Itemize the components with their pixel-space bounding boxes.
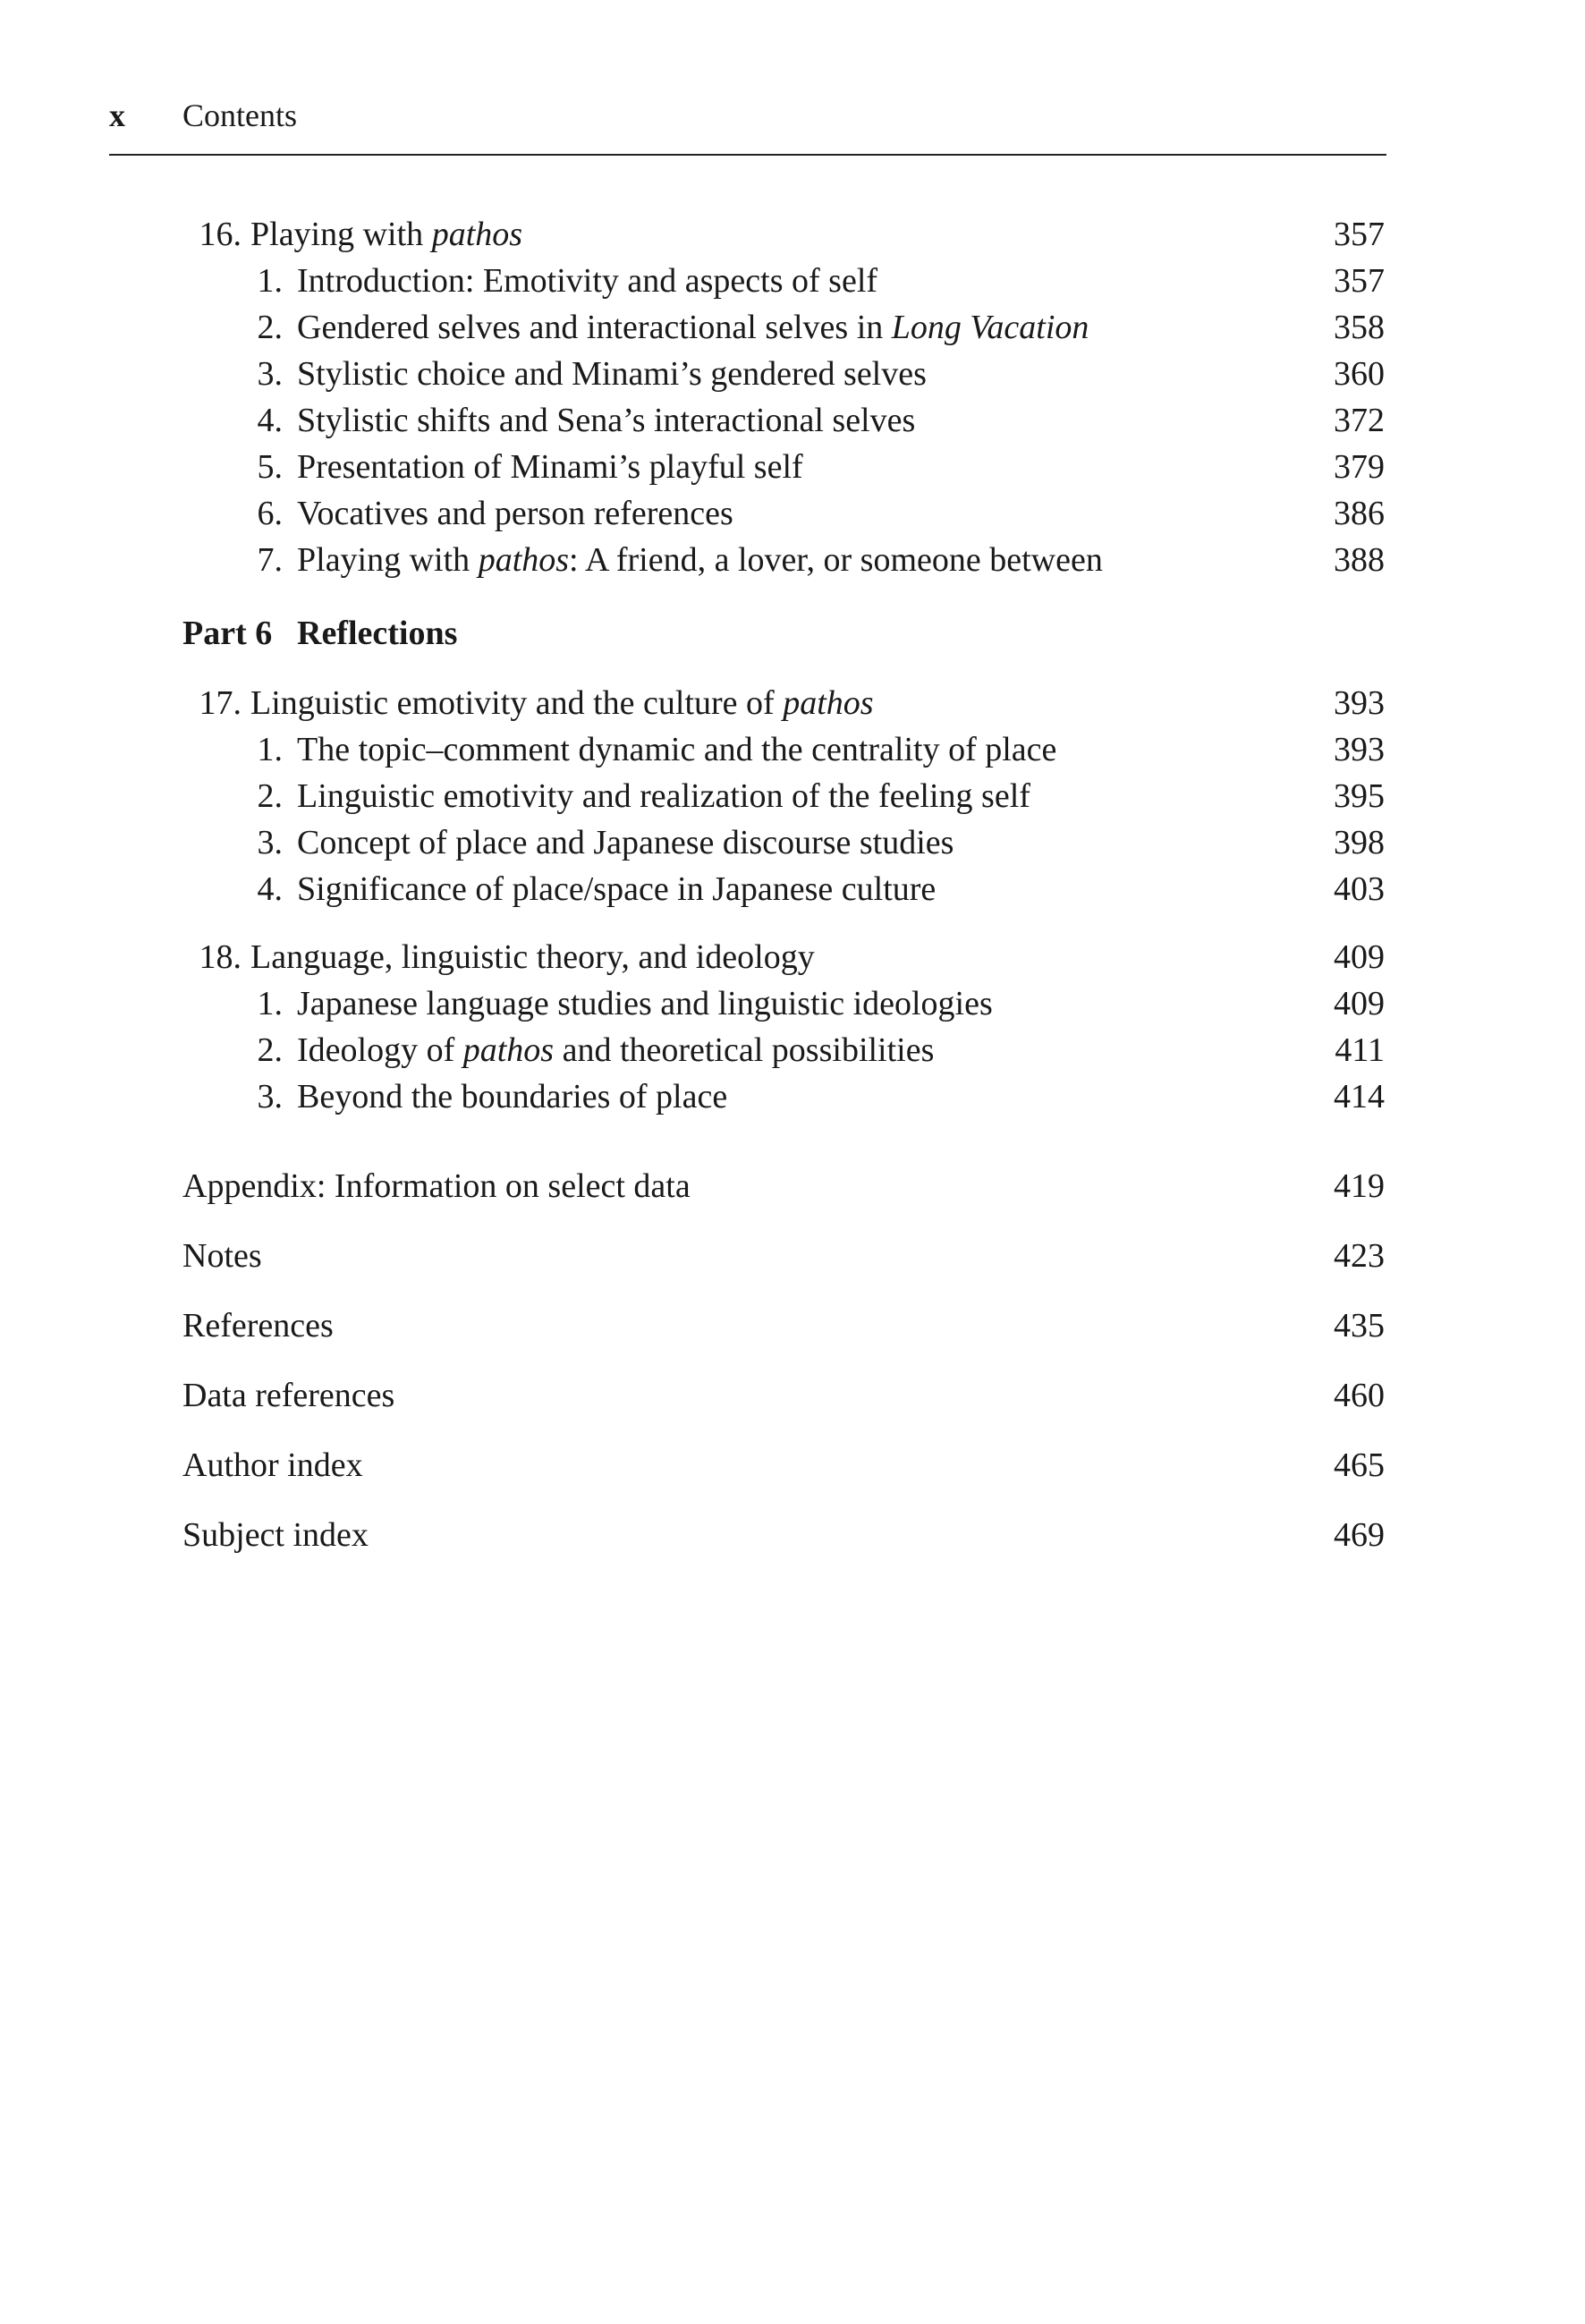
section-title: Beyond the boundaries of place xyxy=(297,1078,728,1115)
section-title: Ideology of pathos and theoretical possibilities xyxy=(297,1031,935,1069)
chapter-number: 16. xyxy=(199,216,242,253)
section-number: 3. xyxy=(257,824,283,861)
page-number: 357 xyxy=(1334,262,1385,300)
toc-section[interactable] xyxy=(182,1073,1385,1120)
section-number: 2. xyxy=(257,309,283,346)
toc-chapter-16[interactable] xyxy=(182,211,1385,258)
part-label: Part 6 xyxy=(182,615,273,652)
section-title: Japanese language studies and linguistic ideologies xyxy=(297,985,993,1022)
toc-section[interactable] xyxy=(182,397,1385,444)
part-title: Reflections xyxy=(297,615,458,652)
section-title: Stylistic choice and Minami’s gendered selves xyxy=(297,355,927,393)
matter-title: Subject index xyxy=(182,1516,369,1554)
toc-section[interactable] xyxy=(182,980,1385,1027)
page-number: 398 xyxy=(1334,824,1385,861)
toc-section[interactable] xyxy=(182,444,1385,490)
section-title: Linguistic emotivity and realization of the feeling self xyxy=(297,777,1030,815)
page-number: 358 xyxy=(1334,309,1385,346)
section-title: The topic–comment dynamic and the centrality of place xyxy=(297,731,1057,768)
section-title: Presentation of Minami’s playful self xyxy=(297,448,803,486)
spacer xyxy=(182,912,1385,934)
chapter-number: 17. xyxy=(199,684,242,722)
section-number: 3. xyxy=(257,355,283,393)
running-head xyxy=(109,97,1386,156)
section-number: 4. xyxy=(257,402,283,439)
section-number: 7. xyxy=(257,541,283,579)
matter-title: Data references xyxy=(182,1377,395,1414)
page-number: 419 xyxy=(1334,1167,1385,1205)
section-number: 1. xyxy=(257,731,283,768)
toc-appendix[interactable] xyxy=(182,1163,1385,1209)
page-number: 393 xyxy=(1334,731,1385,768)
section-number: 3. xyxy=(257,1078,283,1115)
chapter-title: Playing with pathos xyxy=(250,216,523,253)
chapter-title: Language, linguistic theory, and ideology xyxy=(250,938,815,976)
section-number: 1. xyxy=(257,985,283,1022)
page-number: 423 xyxy=(1334,1237,1385,1275)
toc-section[interactable] xyxy=(182,819,1385,866)
section-title: Introduction: Emotivity and aspects of self xyxy=(297,262,878,300)
chapter-title: Linguistic emotivity and the culture of pathos xyxy=(250,684,874,722)
chapter-number: 18. xyxy=(199,938,242,976)
toc-chapter-17[interactable] xyxy=(182,680,1385,726)
section-title: Stylistic shifts and Sena’s interactional selves xyxy=(297,402,916,439)
page-number: 409 xyxy=(1334,985,1385,1022)
part-heading xyxy=(182,610,1385,657)
section-number: 2. xyxy=(257,1031,283,1069)
page-number: 379 xyxy=(1334,448,1385,486)
running-head-title: Contents xyxy=(182,98,298,133)
page-number: 360 xyxy=(1334,355,1385,393)
page-number: 460 xyxy=(1334,1377,1385,1414)
toc-references[interactable] xyxy=(182,1302,1385,1349)
page-number: 409 xyxy=(1334,938,1385,976)
toc-section[interactable] xyxy=(182,537,1385,583)
matter-title: Notes xyxy=(182,1237,262,1275)
section-title: Playing with pathos: A friend, a lover, or someone between xyxy=(297,541,1103,579)
matter-title: Author index xyxy=(182,1446,363,1484)
toc-section[interactable] xyxy=(182,1027,1385,1073)
toc-author-index[interactable] xyxy=(182,1442,1385,1489)
page-number: 395 xyxy=(1334,777,1385,815)
toc-notes[interactable] xyxy=(182,1233,1385,1279)
toc-section[interactable] xyxy=(182,866,1385,912)
page-number: 386 xyxy=(1334,495,1385,532)
page-number: 469 xyxy=(1334,1516,1385,1554)
section-number: 6. xyxy=(257,495,283,532)
toc-section[interactable] xyxy=(182,258,1385,304)
table-of-contents xyxy=(182,211,1385,1582)
page-number: 372 xyxy=(1334,402,1385,439)
section-number: 4. xyxy=(257,870,283,908)
page-number: 393 xyxy=(1334,684,1385,722)
toc-section[interactable] xyxy=(182,773,1385,819)
matter-title: Appendix: Information on select data xyxy=(182,1167,691,1205)
page-number: 465 xyxy=(1334,1446,1385,1484)
page-folio: x xyxy=(109,98,125,133)
toc-section[interactable] xyxy=(182,490,1385,537)
toc-section[interactable] xyxy=(182,304,1385,351)
section-title: Concept of place and Japanese discourse studies xyxy=(297,824,954,861)
toc-section[interactable] xyxy=(182,351,1385,397)
section-title: Significance of place/space in Japanese culture xyxy=(297,870,937,908)
page-number: 411 xyxy=(1335,1031,1385,1069)
page-number: 435 xyxy=(1334,1307,1385,1344)
matter-title: References xyxy=(182,1307,334,1344)
page-number: 414 xyxy=(1334,1078,1385,1115)
toc-data-references[interactable] xyxy=(182,1372,1385,1419)
spacer xyxy=(182,1120,1385,1163)
page-number: 403 xyxy=(1334,870,1385,908)
page-number: 388 xyxy=(1334,541,1385,579)
section-title: Gendered selves and interactional selves in Long Vacation xyxy=(297,309,1089,346)
section-number: 2. xyxy=(257,777,283,815)
section-title: Vocatives and person references xyxy=(297,495,733,532)
toc-section[interactable] xyxy=(182,726,1385,773)
section-number: 1. xyxy=(257,262,283,300)
toc-chapter-18[interactable] xyxy=(182,934,1385,980)
page-number: 357 xyxy=(1334,216,1385,253)
section-number: 5. xyxy=(257,448,283,486)
toc-subject-index[interactable] xyxy=(182,1512,1385,1558)
